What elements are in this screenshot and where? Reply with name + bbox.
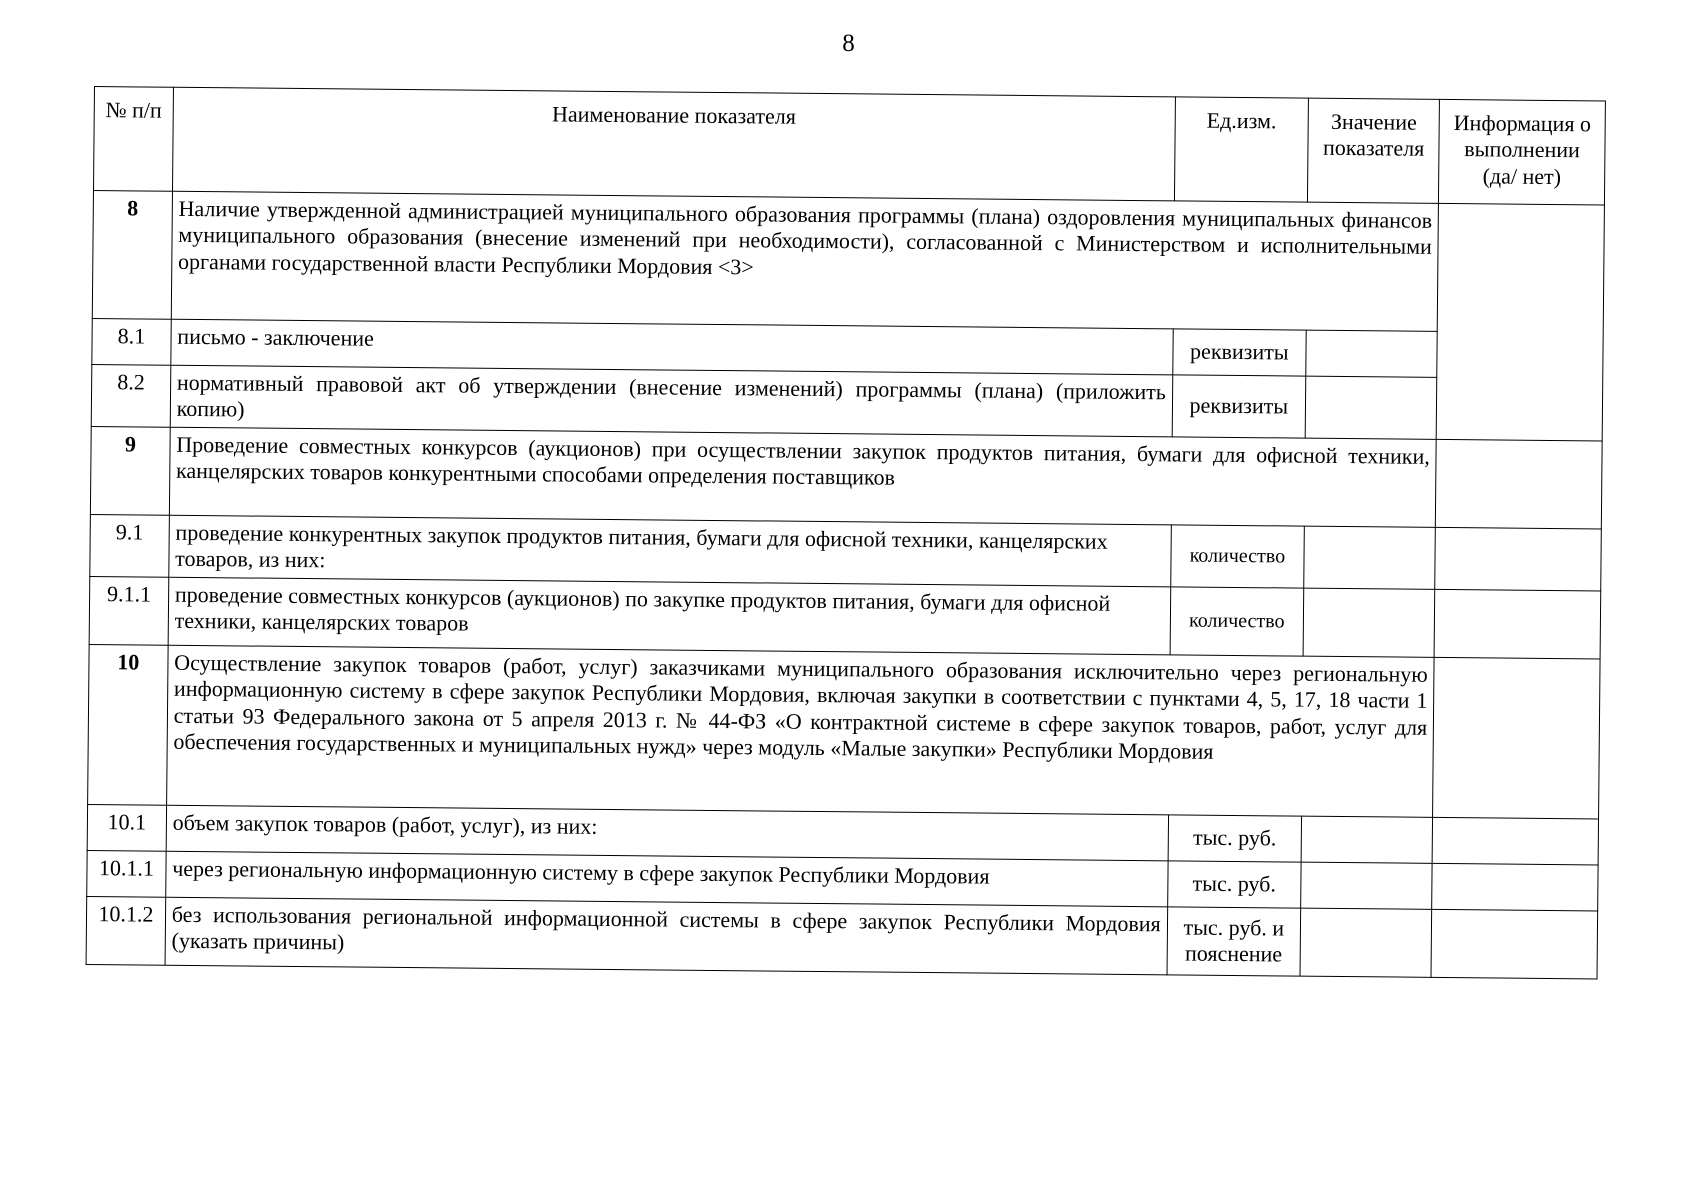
- row-text: проведение конкурентных закупок продуктов питания, бумаги для офисной техники, канцелярских товаров, из них:: [169, 515, 1171, 587]
- info-cell: [1433, 657, 1600, 819]
- header-name: Наименование показателя: [172, 87, 1175, 201]
- page-number: 8: [842, 30, 855, 57]
- value-cell: [1303, 588, 1435, 657]
- row-text: письмо - заключение: [171, 319, 1173, 375]
- row-number: 9.1: [90, 514, 169, 577]
- value-cell: [1301, 862, 1433, 909]
- table-header-row: [93, 87, 1605, 205]
- section-title: Наличие утвержденной администрацией муниципального образования программы (плана) оздоровления муниципальных финансов муниципального образования (внесение изменений при необходимости), согласованной с Министерством и исполнительными органами государственной власти Республики Мордовия <3>: [171, 191, 1439, 331]
- row-unit: количество: [1170, 525, 1304, 588]
- header-unit: Ед.изм.: [1174, 97, 1308, 202]
- table-row: [86, 896, 1598, 979]
- indicators-table: [86, 86, 1606, 979]
- section-title: Проведение совместных конкурсов (аукционов) при осуществлении закупок продуктов питания, бумаги для офисной техники, канцелярских товаров конкурентными способами определения поставщиков: [169, 427, 1436, 527]
- table-row: [90, 426, 1602, 529]
- header-info: Информация о выполнении (да/ нет): [1439, 99, 1606, 205]
- header-value: Значение показателя: [1307, 98, 1439, 203]
- info-cell: [1432, 817, 1598, 865]
- info-cell: [1435, 527, 1601, 591]
- row-unit: количество: [1170, 587, 1304, 656]
- row-number: 10: [88, 644, 168, 805]
- row-text: объем закупок товаров (работ, услуг), из них:: [166, 805, 1168, 861]
- row-unit: тыс. руб. и пояснение: [1167, 907, 1301, 976]
- row-number: 10.1.1: [87, 850, 166, 897]
- value-cell: [1304, 526, 1436, 589]
- row-number: 8.2: [91, 364, 170, 427]
- row-text: через региональную информационную систему в сфере закупок Республики Мордовия: [165, 851, 1167, 907]
- info-cell: [1431, 909, 1597, 979]
- row-number: 9.1.1: [89, 576, 168, 645]
- row-number: 10.1: [87, 804, 166, 851]
- info-cell: [1436, 439, 1603, 529]
- value-cell: [1306, 330, 1438, 377]
- table-row: [92, 190, 1604, 332]
- row-unit: реквизиты: [1172, 375, 1306, 438]
- value-cell: [1301, 816, 1433, 863]
- row-text: без использования региональной информационной системы в сфере закупок Республики Мордовия (указать причины): [165, 897, 1168, 975]
- value-cell: [1300, 908, 1432, 977]
- info-cell: [1432, 863, 1598, 911]
- info-cell: [1436, 203, 1604, 440]
- header-num: № п/п: [93, 87, 173, 192]
- row-number: 10.1.2: [86, 896, 165, 965]
- row-text: нормативный правовой акт об утверждении (внесение изменений) программы (плана) (приложить копию): [170, 365, 1172, 436]
- row-text: проведение совместных конкурсов (аукционов) по закупке продуктов питания, бумаги для офисной техники, канцелярских товаров: [168, 577, 1171, 655]
- table-row: [88, 644, 1600, 818]
- row-number: 8.1: [92, 318, 171, 365]
- row-unit: тыс. руб.: [1167, 861, 1301, 908]
- value-cell: [1305, 376, 1437, 439]
- info-cell: [1434, 589, 1600, 659]
- row-number: 9: [90, 426, 170, 515]
- row-number: 8: [92, 190, 172, 319]
- section-title: Осуществление закупок товаров (работ, услуг) заказчиками муниципального образования исключительно через региональную информационную систему в сфере закупок Республики Мордовия, включая закупки в соответствии с пунктами 4, 5, 17, 18 части 1 статьи 93 Федерального закона от 5 апреля 2013 г. № 44-ФЗ «О контрактной системе в сфере закупок товаров, работ, услуг для обеспечения государственных и муниципальных нужд» через модуль «Малые закупки» Республики Мордовия: [166, 645, 1434, 817]
- row-unit: реквизиты: [1172, 329, 1306, 376]
- row-unit: тыс. руб.: [1168, 815, 1302, 862]
